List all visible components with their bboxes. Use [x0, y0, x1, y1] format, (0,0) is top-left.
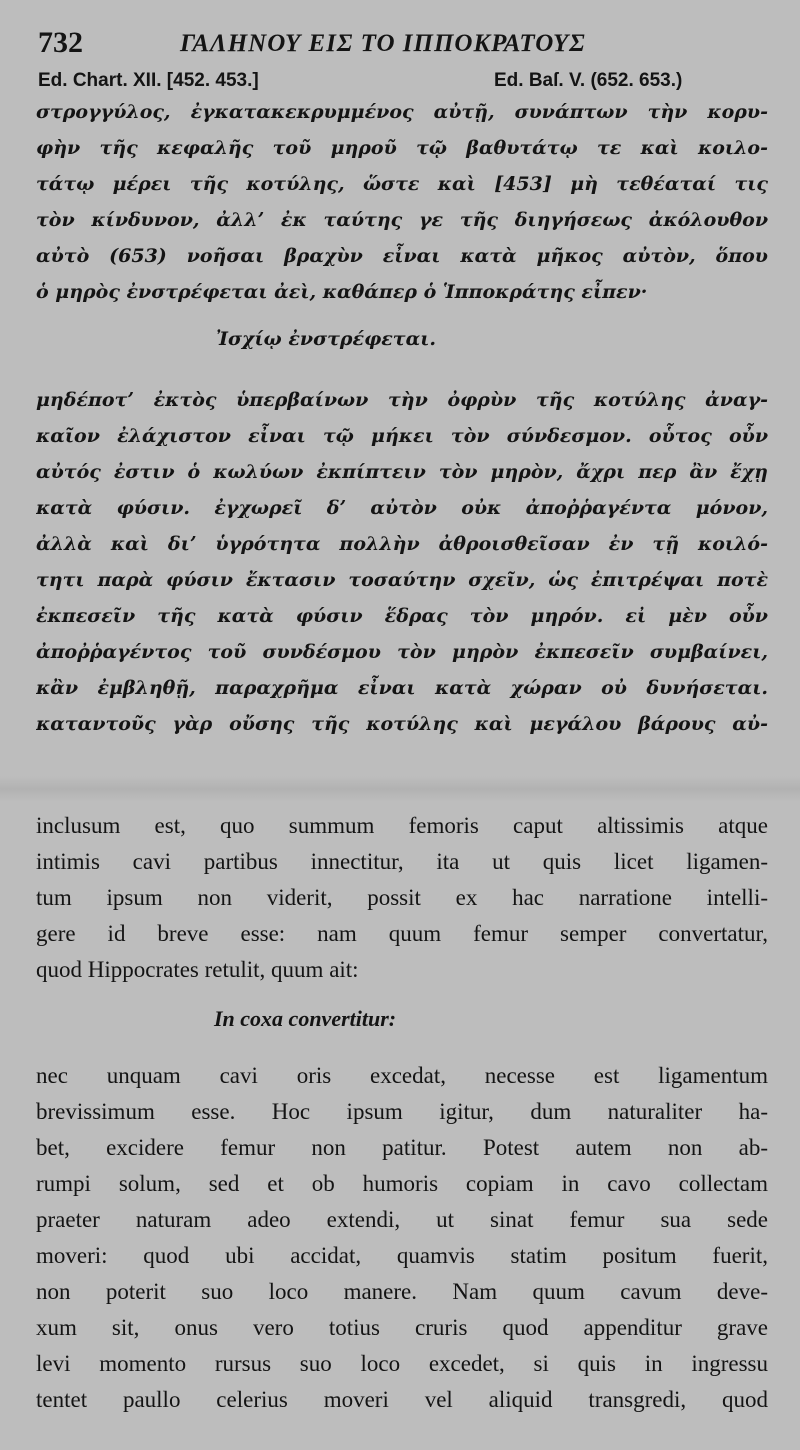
edition-chartier: Ed. Chart. XII. [452. 453.] [38, 70, 259, 91]
greek-line: αὐτὸ (653) νοῆσαι βραχὺν εἶναι κατὰ μῆκος αὐτὸν, ὅπου [36, 245, 768, 267]
greek-line: ἀποῤῥαγέντος τοῦ συνδέσμου τὸν μηρὸν ἐκπεσεῖν συμβαίνει, [36, 641, 768, 663]
bleed-through-shadow [0, 776, 800, 802]
running-head [38, 26, 768, 66]
latin-line: levi momento rursus suo loco excedet, si quis in ingressu [36, 1351, 768, 1376]
greek-line: καῖον ἐλάχιστον εἶναι τῷ μήκει τὸν σύνδεσμον. οὗτος οὖν [36, 425, 768, 447]
latin-line: intimis cavi partibus innectitur, ita ut quis licet ligamen- [36, 849, 768, 874]
greek-line: στρογγύλος, ἐγκατακεκρυμμένος αὐτῇ, συνάπτων τὴν κορυ- [36, 101, 768, 123]
latin-line: moveri: quod ubi accidat, quamvis statim positum fuerit, [36, 1243, 768, 1268]
greek-paragraph-1 [36, 94, 768, 310]
greek-line: τάτῳ μέρει τῆς κοτύλης, ὥστε καὶ [453] μὴ τεθέαταί τις [36, 173, 768, 195]
greek-line: κατὰ φύσιν. ἐγχωρεῖ δʼ αὐτὸν οὐκ ἀποῤῥαγέντα μόνον, [36, 497, 768, 519]
greek-line: τητι παρὰ φύσιν ἔκτασιν τοσαύτην σχεῖν, ὡς ἐπιτρέψαι ποτὲ [36, 569, 768, 591]
latin-line: gere id breve esse: nam quum femur semper convertatur, [36, 921, 768, 946]
latin-line: quod Hippocrates retulit, quum ait: [36, 957, 359, 982]
latin-line: bet, excidere femur non patitur. Potest autem non ab- [36, 1135, 768, 1160]
latin-line: nec unquam cavi oris excedat, necesse est ligamentum [36, 1063, 768, 1088]
latin-line: non poterit suo loco manere. Nam quum cavum deve- [36, 1279, 768, 1304]
latin-lemma: In coxa convertitur: [214, 1006, 397, 1031]
latin-line: tum ipsum non viderit, possit ex hac narratione intelli- [36, 885, 768, 910]
latin-line: brevissimum esse. Hoc ipsum igitur, dum naturaliter ha- [36, 1099, 768, 1124]
greek-paragraph-2 [36, 382, 768, 742]
greek-line: κἂν ἐμβληθῇ, παραχρῆμα εἶναι κατὰ χώραν οὐ δυνήσεται. [36, 677, 768, 699]
running-title: ΓΑΛΗΝΟΥ ΕΙΣ ΤΟ ΙΠΠΟΚΡΑΤΟΥΣ [180, 30, 586, 57]
latin-line: praeter naturam adeo extendi, ut sinat femur sua sede [36, 1207, 768, 1232]
greek-line: καταντοῦς γὰρ οὔσης τῆς κοτύλης καὶ μεγάλου βάρους αὐ- [36, 713, 768, 735]
latin-line: inclusum est, quo summum femoris caput altissimis atque [36, 813, 768, 838]
greek-lemma: Ἰσχίῳ ἐνστρέφεται. [216, 328, 437, 350]
latin-paragraph-1 [36, 808, 768, 988]
greek-line: ἐκπεσεῖν τῆς κατὰ φύσιν ἕδρας τὸν μηρόν. εἰ μὲν οὖν [36, 605, 768, 627]
greek-line: ἀλλὰ καὶ διʼ ὑγρότητα πολλὴν ἀθροισθεῖσαν ἐν τῇ κοιλό- [36, 533, 768, 555]
greek-line: ὁ μηρὸς ἐνστρέφεται ἀεὶ, καθάπερ ὁ Ἱπποκράτης εἶπεν· [36, 281, 648, 303]
latin-line: tentet paullo celerius moveri vel aliquid transgredi, quod [36, 1387, 768, 1412]
greek-line: φὴν τῆς κεφαλῆς τοῦ μηροῦ τῷ βαθυτάτῳ τε καὶ κοιλο- [36, 137, 768, 159]
greek-line: αὐτός ἐστιν ὁ κωλύων ἐκπίπτειν τὸν μηρὸν, ἄχρι περ ἂν ἔχῃ [36, 461, 768, 483]
latin-paragraph-2 [36, 1058, 768, 1418]
page-number: 732 [38, 26, 83, 59]
greek-line: μηδέποτʼ ἐκτὸς ὑπερβαίνων τὴν ὀφρὺν τῆς κοτύλης ἀναγ- [36, 389, 768, 411]
edition-basel: Ed. Baſ. V. (652. 653.) [494, 70, 683, 91]
greek-line: τὸν κίνδυνον, ἀλλʼ ἐκ ταύτης γε τῆς διηγήσεως ἀκόλουθον [36, 209, 768, 231]
latin-line: xum sit, onus vero totius cruris quod appenditur grave [36, 1315, 768, 1340]
latin-line: rumpi solum, sed et ob humoris copiam in cavo collectam [36, 1171, 768, 1196]
